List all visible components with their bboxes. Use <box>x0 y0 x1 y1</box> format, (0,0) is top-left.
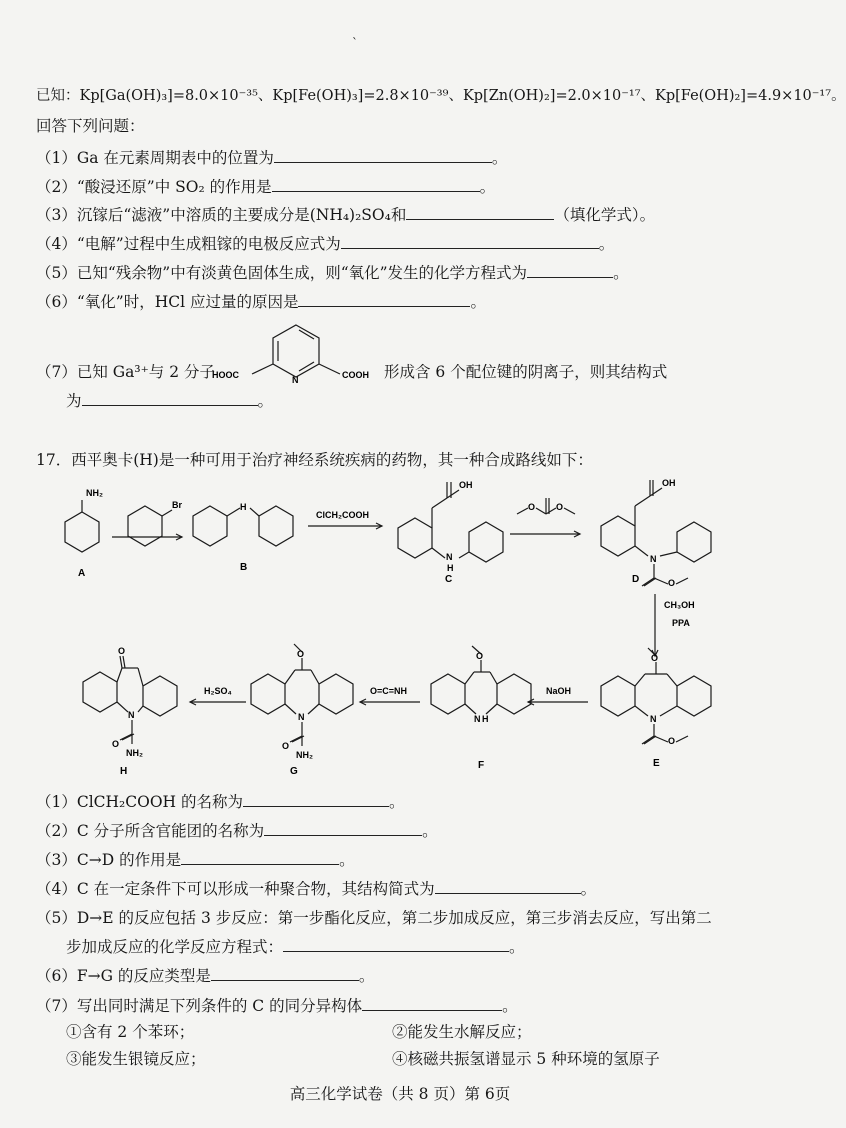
q16-2-text: （2）“酸浸还原”中 SO₂ 的作用是 <box>36 178 272 196</box>
q17-4-text: （4）C 在一定条件下可以形成一种聚合物，其结构简式为 <box>36 880 435 898</box>
q17-5-answer-blank[interactable] <box>283 937 509 952</box>
q16-3 <box>36 205 655 225</box>
condition-1: ①含有 2 个苯环； <box>66 1023 195 1041</box>
q16-5 <box>36 263 629 283</box>
q17-1-answer-blank[interactable] <box>243 792 389 807</box>
q16-7-answer-blank[interactable] <box>82 391 258 406</box>
atom-nh2-h: NH₂ <box>126 748 143 758</box>
compound-label-g: G <box>290 766 298 777</box>
compound-label-e: E <box>653 758 660 769</box>
q16-7-line1 <box>36 362 215 382</box>
q17-7-text: （7）写出同时满足下列条件的 C 的同分异构体 <box>36 997 363 1015</box>
reagent-b-c: ClCH₂COOH <box>316 510 369 520</box>
atom-o-g: O <box>297 649 305 659</box>
ksp-zn-oh2: Kp[Zn(OH)₂]=2.0×10⁻¹⁷ <box>462 88 641 104</box>
ring-f2 <box>497 674 531 714</box>
atom-o-h: O <box>118 646 126 656</box>
atom-n-g: N <box>298 712 305 722</box>
q17-4-end: 。 <box>580 880 597 898</box>
atom-o-d: O <box>668 578 676 588</box>
reagent-ppa: PPA <box>672 618 690 628</box>
q16-7-line2-text: 为 <box>66 392 82 410</box>
ksp-ga-oh3: Kp[Ga(OH)₃]=8.0×10⁻³⁵ <box>79 88 258 104</box>
q16-1-text: （1）Ga 在元素周期表中的位置为 <box>36 149 274 167</box>
q17-5-text: （5）D→E 的反应包括 3 步反应：第一步酯化反应，第二步加成反应，第三步消去反应，写出第二 <box>36 909 712 927</box>
q16-3-end: （填化学式）。 <box>554 206 656 224</box>
answer-intro: 回答下列问题： <box>36 117 145 135</box>
atom-o2-dmc: O <box>556 502 564 512</box>
pyridine-dicarboxylic-acid-structure <box>208 317 384 385</box>
atom-oh-d: OH <box>662 478 676 488</box>
q17-3-answer-blank[interactable] <box>181 850 339 865</box>
ring-h1 <box>83 672 117 712</box>
compound-label-c: C <box>445 574 453 585</box>
ksp-fe-oh3: Kp[Fe(OH)₃]=2.8×10⁻³⁹ <box>272 88 449 104</box>
q17-3 <box>36 850 355 870</box>
atom-o1-dmc: O <box>528 502 536 512</box>
ring-bromobenzene <box>128 506 162 546</box>
ring-g1 <box>251 674 285 714</box>
q17-6-text: （6）F→G 的反应类型是 <box>36 967 211 985</box>
q17-1-text: （1）ClCH₂COOH 的名称为 <box>36 793 243 811</box>
q17-6-end: 。 <box>358 967 375 985</box>
atom-oh-c: OH <box>459 480 473 490</box>
q17-2 <box>36 821 438 841</box>
atom-h-c: H <box>447 563 454 573</box>
reagent-h2so4: H₂SO₄ <box>204 686 232 696</box>
q17-1 <box>36 792 405 812</box>
q17-5-cont <box>66 937 525 957</box>
ring-h2 <box>143 676 177 716</box>
atom-o-f: O <box>476 651 484 661</box>
ring-c2 <box>469 522 503 562</box>
q16-3-answer-blank[interactable] <box>406 205 554 220</box>
q17-6 <box>36 966 374 986</box>
ligand-cooh: COOH <box>342 370 369 380</box>
period: 。 <box>831 88 846 104</box>
q17-4 <box>36 879 596 899</box>
ring-e1 <box>601 676 635 716</box>
q16-4 <box>36 234 614 254</box>
atom-o2-h: O <box>112 739 120 749</box>
q16-5-text: （5）已知“残余物”中有淡黄色固体生成，则“氧化”发生的化学方程式为 <box>36 264 528 282</box>
q17-7-answer-blank[interactable] <box>362 996 502 1011</box>
q17-5 <box>36 908 712 928</box>
q17-3-end: 。 <box>339 851 355 869</box>
compound-label-b: B <box>240 562 248 573</box>
q17-2-answer-blank[interactable] <box>264 821 422 836</box>
q16-4-answer-blank[interactable] <box>341 234 599 249</box>
ring-a <box>65 512 99 552</box>
q16-4-end: 。 <box>598 235 615 253</box>
reagent-br: Br <box>172 500 183 510</box>
q16-2-answer-blank[interactable] <box>272 177 480 192</box>
ring-e2 <box>677 676 711 716</box>
condition-3: ③能发生银镜反应； <box>66 1050 206 1068</box>
q16-6-answer-blank[interactable] <box>298 292 470 307</box>
compound-label-d: D <box>632 574 640 585</box>
q17-2-end: 。 <box>422 822 438 840</box>
q16-6 <box>36 292 486 312</box>
atom-n-e: N <box>650 714 657 724</box>
q16-7-line1-end: 形成含 6 个配位键的阴离子，则其结构式 <box>384 363 668 381</box>
ligand-n: N <box>292 375 299 385</box>
q16-6-end: 。 <box>470 293 486 311</box>
reagent-naoh: NaOH <box>546 686 572 696</box>
ring-f1 <box>431 674 465 714</box>
compound-label-a: A <box>78 568 86 579</box>
synthesis-scheme <box>0 468 800 778</box>
atom-nh2-a: NH₂ <box>86 488 103 498</box>
ring-d2 <box>677 522 711 562</box>
atom-nh2-g: NH₂ <box>296 750 313 760</box>
q16-2-end: 。 <box>479 178 496 196</box>
q16-7-line2-end: 。 <box>257 392 274 410</box>
q17-6-answer-blank[interactable] <box>211 966 359 981</box>
separator: 、 <box>448 88 463 104</box>
q17-3-text: （3）C→D 的作用是 <box>36 851 182 869</box>
q16-2 <box>36 177 495 197</box>
ligand-hooc: HOOC <box>212 370 239 380</box>
ring-b1 <box>193 506 227 546</box>
atom-n-c: N <box>446 552 453 562</box>
ring-c1 <box>398 518 432 558</box>
compound-label-f: F <box>478 760 485 771</box>
q17-7 <box>36 996 518 1016</box>
compound-label-h: H <box>120 766 128 777</box>
ring-d1 <box>601 516 635 556</box>
atom-n-d: N <box>650 554 657 564</box>
atom-o2-g: O <box>282 741 290 751</box>
q16-6-text: （6）“氧化”时，HCl 应过量的原因是 <box>36 293 299 311</box>
atom-n-h: N <box>128 710 135 720</box>
condition-2: ②能发生水解反应； <box>392 1023 532 1041</box>
page-footer: 高三化学试卷（共 8 页）第 6页 <box>289 1085 511 1103</box>
q16-1-end: 。 <box>491 149 508 167</box>
ksp-fe-oh2: Kp[Fe(OH)₂]=4.9×10⁻¹⁷ <box>655 88 832 104</box>
atom-nh-f: N <box>474 714 481 724</box>
q16-4-text: （4）“电解”过程中生成粗镓的电极反应式为 <box>36 235 341 253</box>
q17-5-cont-text: 步加成反应的化学反应方程式： <box>66 938 284 956</box>
q16-7-line2 <box>66 391 273 411</box>
q17-2-text: （2）C 分子所含官能团的名称为 <box>36 822 265 840</box>
q17-intro: 17．西平奥卡(H)是一种可用于治疗神经系统疾病的药物，其一种合成路线如下： <box>36 451 593 469</box>
condition-4: ④核磁共振氢谱显示 5 种环境的氢原子 <box>392 1050 660 1068</box>
q16-1 <box>36 148 507 168</box>
reagent-ch3oh: CH₃OH <box>664 600 695 610</box>
atom-n-b: H <box>240 502 247 512</box>
q17-5-end: 。 <box>509 938 525 956</box>
q17-4-answer-blank[interactable] <box>435 879 581 894</box>
separator: 、 <box>640 88 656 104</box>
known-constants <box>36 86 846 106</box>
scan-mark: ` <box>352 36 358 50</box>
ring-g2 <box>319 674 353 714</box>
q16-5-answer-blank[interactable] <box>527 263 613 278</box>
atom-o2-e: O <box>668 736 676 746</box>
atom-h-f: H <box>482 714 489 724</box>
q16-3-text: （3）沉镓后“滤液”中溶质的主要成分是(NH₄)₂SO₄和 <box>36 206 407 224</box>
q16-7-text: （7）已知 Ga³⁺与 2 分子 <box>36 363 216 381</box>
q17-1-end: 。 <box>389 793 405 811</box>
atom-o-e: O <box>651 653 659 663</box>
q16-1-answer-blank[interactable] <box>274 148 492 163</box>
q17-7-end: 。 <box>502 997 518 1015</box>
known-prefix: 已知： <box>36 88 80 104</box>
separator: 、 <box>257 88 273 104</box>
ring-b2 <box>259 506 293 546</box>
reagent-isocyanic: O=C=NH <box>370 686 408 696</box>
q16-5-end: 。 <box>613 264 629 282</box>
